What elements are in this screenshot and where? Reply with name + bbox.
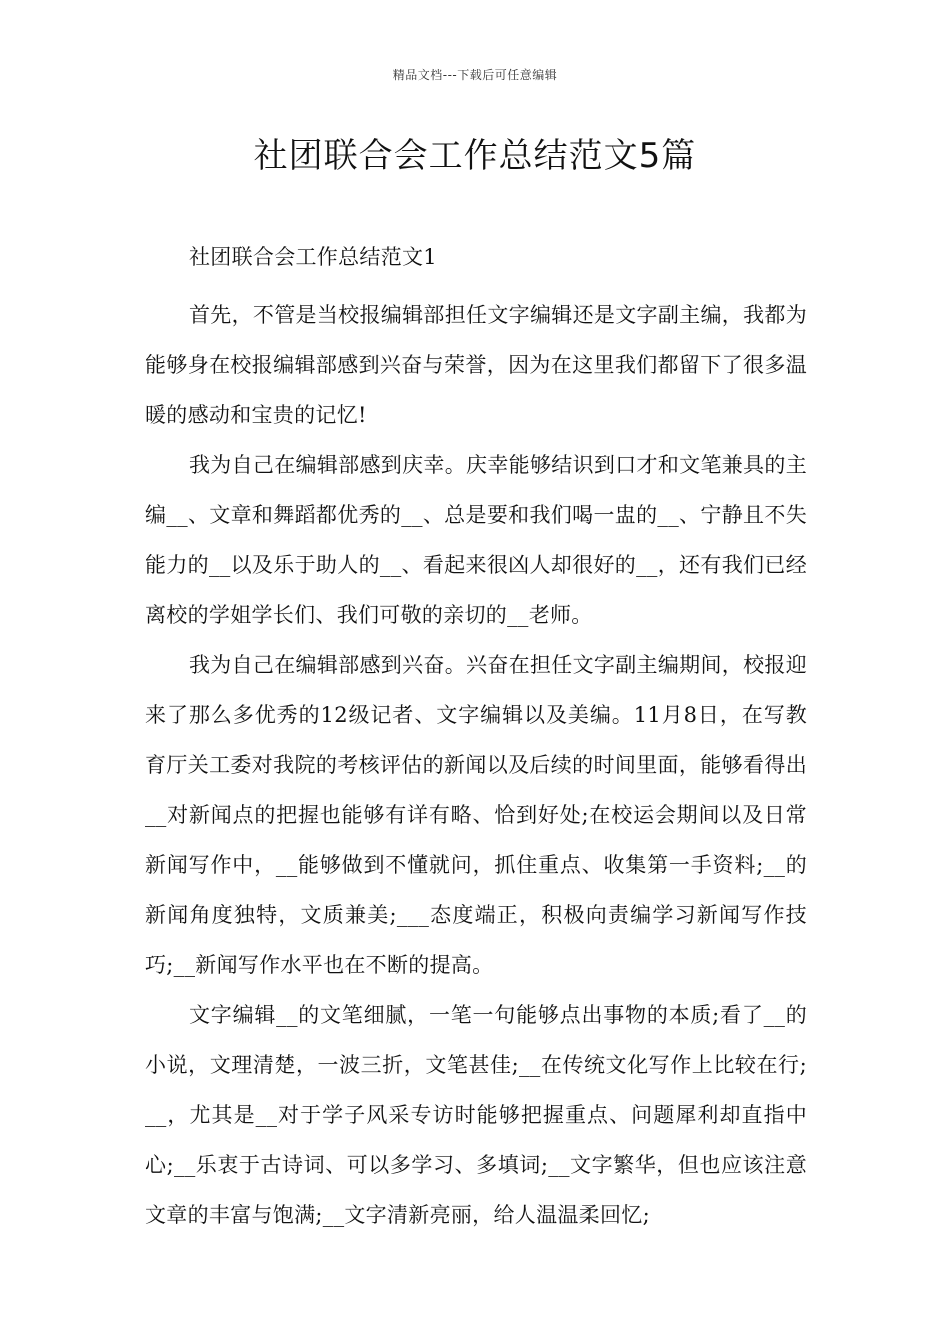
section-heading: 社团联合会工作总结范文1: [189, 245, 437, 269]
paragraph: 文字编辑__的文笔细腻，一笔一句能够点出事物的本质;看了__的小说，文理清楚，一波三折，文笔甚佳;__在传统文化写作上比较在行;__，尤其是__对于学子风采专访时能够把握重点、问题犀利却直指中心;__乐衷于古诗词、可以多学习、多填词;__文字繁华，但也应该注意文章的丰富与饱满;__文字清新亮丽，给人温温柔回忆;: [145, 1003, 807, 1227]
document-title: 社团联合会工作总结范文5篇: [253, 136, 697, 176]
paragraph: 我为自己在编辑部感到庆幸。庆幸能够结识到口才和文笔兼具的主编__、文章和舞蹈都优秀的__、总是要和我们喝一盅的__、宁静且不失能力的__以及乐于助人的__、看起来很凶人却很好的__，还有我们已经离校的学姐学长们、我们可敬的亲切的__老师。: [145, 453, 807, 627]
paragraph: 我为自己在编辑部感到兴奋。兴奋在担任文字副主编期间，校报迎来了那么多优秀的12级记者、文字编辑以及美编。11月8日，在写教育厅关工委对我院的考核评估的新闻以及后续的时间里面，能够看得出__对新闻点的把握也能够有详有略、恰到好处;在校运会期间以及日常新闻写作中，__能够做到不懂就问，抓住重点、收集第一手资料;__的新闻角度独特，文质兼美;___态度端正，积极向责编学习新闻写作技巧;__新闻写作水平也在不断的提高。: [145, 653, 807, 977]
header-note: 精品文档---下载后可任意编辑: [392, 68, 558, 82]
paragraph: 首先，不管是当校报编辑部担任文字编辑还是文字副主编，我都为能够身在校报编辑部感到兴奋与荣誉，因为在这里我们都留下了很多温暖的感动和宝贵的记忆!: [145, 303, 807, 427]
document-body: [145, 232, 807, 1240]
